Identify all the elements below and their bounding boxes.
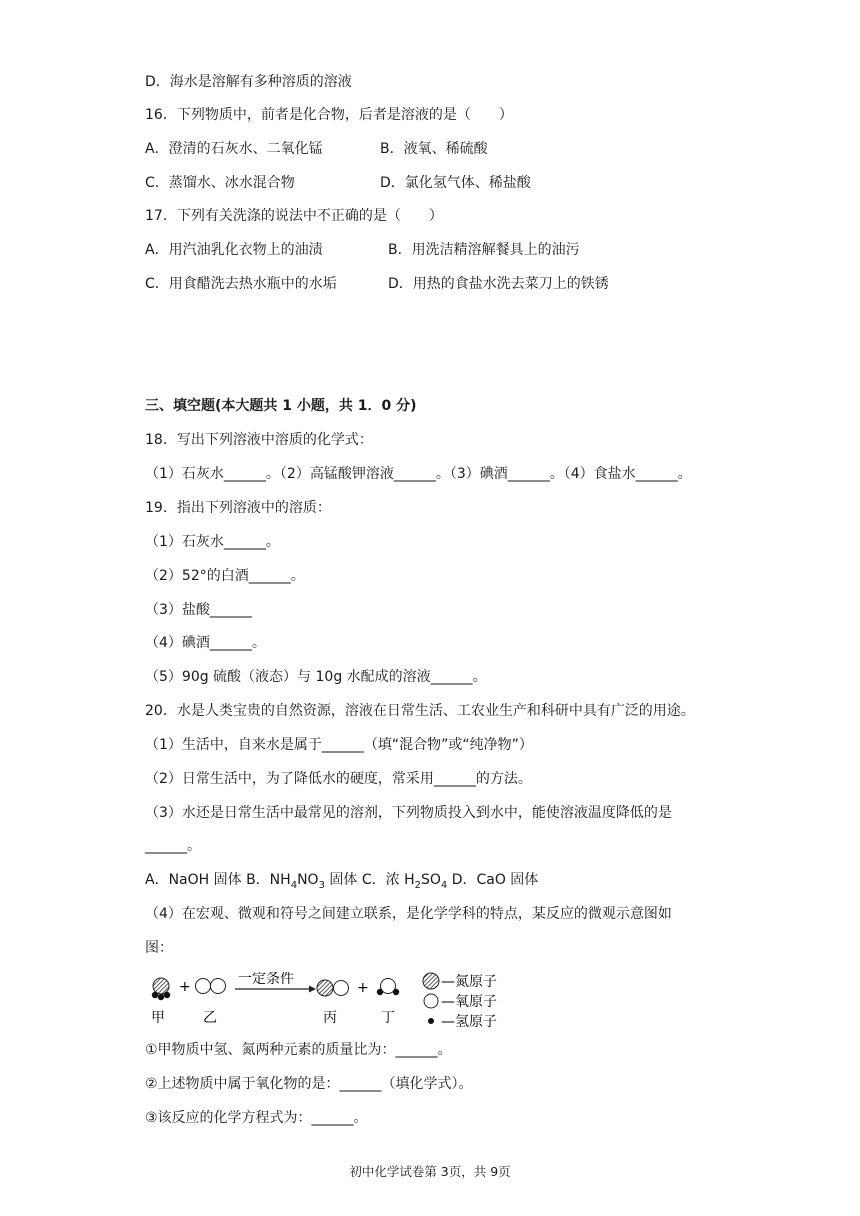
q19-item-4: （4）碘酒______。 — [145, 635, 266, 651]
molecule-ding — [377, 979, 399, 996]
svg-text:—氧原子: —氧原子 — [441, 994, 497, 1010]
q17-option-d: D．用热的食盐水洗去菜刀上的铁锈 — [388, 276, 609, 292]
q20-sub-1: ①甲物质中氢、氮两种元素的质量比为：______。 — [145, 1042, 452, 1058]
svg-text:—氢原子: —氢原子 — [441, 1014, 497, 1030]
reaction-diagram — [145, 972, 525, 1030]
label-ding: 丁 — [381, 1010, 395, 1026]
q20-item-1: （1）生活中，自来水是属于______（填“混合物”或“纯净物”） — [145, 737, 533, 753]
q18-blanks: （1）石灰水______。（2）高锰酸钾溶液______。（3）碘酒______。（4）食盐水______。 — [145, 466, 692, 482]
legend-hydrogen — [428, 1014, 497, 1030]
q16-option-d: D．氯化氢气体、稀盐酸 — [380, 175, 531, 191]
q20-stem: 20．水是人类宝贵的自然资源，溶液在日常生活、工农业生产和科研中具有广泛的用途。 — [145, 703, 695, 719]
q20-item-3-line-1: （3）水还是日常生活中最常见的溶剂，下列物质投入到水中，能使溶液温度降低的是 — [145, 805, 672, 821]
molecule-jia — [152, 978, 170, 1000]
section-title: 三、填空题(本大题共 1 小题，共 1．0 分) — [145, 398, 417, 414]
q17-option-a: A．用汽油乳化衣物上的油渍 — [145, 242, 323, 258]
q20-sub-3: ③该反应的化学方程式为：______。 — [145, 1110, 368, 1126]
q15-option-d: D．海水是溶解有多种溶质的溶液 — [145, 74, 352, 90]
q20-sub-2: ②上述物质中属于氧化物的是：______（填化学式）。 — [145, 1076, 473, 1092]
plus-sign-1: + — [179, 979, 191, 995]
q19-item-1: （1）石灰水______。 — [145, 534, 280, 550]
q17-stem: 17．下列有关洗涤的说法中不正确的是（ ） — [145, 208, 443, 224]
q16-option-a: A．澄清的石灰水、二氧化锰 — [145, 141, 323, 157]
legend-oxygen — [424, 994, 497, 1010]
molecule-yi — [196, 979, 226, 994]
q20-item-3-options: A．NaOH 固体 B．$NH_4NO_3$ 固体 C．浓 $H_2SO_4$ D．CaO 固体 — [145, 872, 539, 891]
q16-option-c: C．蒸馏水、冰水混合物 — [145, 175, 295, 191]
label-bing: 丙 — [323, 1010, 337, 1026]
q20-item-4-line-2: 图： — [145, 940, 173, 956]
q17-option-c: C．用食醋洗去热水瓶中的水垢 — [145, 276, 337, 292]
q16-stem: 16．下列物质中，前者是化合物，后者是溶液的是（ ） — [145, 107, 513, 123]
q19-item-5: （5）90g 硫酸（液态）与 10g 水配成的溶液______。 — [145, 669, 487, 685]
q19-item-2: （2）52°的白酒______。 — [145, 568, 305, 584]
molecule-bing — [317, 980, 349, 996]
q19-item-3: （3）盐酸______ — [145, 602, 252, 618]
q16-option-b: B．液氧、稀硫酸 — [380, 141, 488, 157]
page-footer: 初中化学试卷第 3页，共 9页 — [349, 1164, 511, 1179]
q18-stem: 18．写出下列溶液中溶质的化学式： — [145, 432, 373, 448]
reaction-condition: 一定条件 — [238, 972, 294, 987]
label-jia: 甲 — [151, 1010, 165, 1026]
label-yi: 乙 — [203, 1010, 217, 1026]
q20-item-4-line-1: （4）在宏观、微观和符号之间建立联系，是化学学科的特点，某反应的微观示意图如 — [145, 906, 672, 922]
q20-item-2: （2）日常生活中，为了降低水的硬度，常采用______的方法。 — [145, 771, 532, 787]
legend-nitrogen — [423, 973, 497, 990]
q19-stem: 19．指出下列溶液中的溶质： — [145, 500, 331, 516]
q20-item-3-line-2: ______。 — [145, 838, 201, 854]
plus-sign-2: + — [357, 980, 369, 996]
svg-text:—氮原子: —氮原子 — [441, 974, 497, 990]
q17-option-b: B．用洗洁精溶解餐具上的油污 — [388, 242, 580, 258]
